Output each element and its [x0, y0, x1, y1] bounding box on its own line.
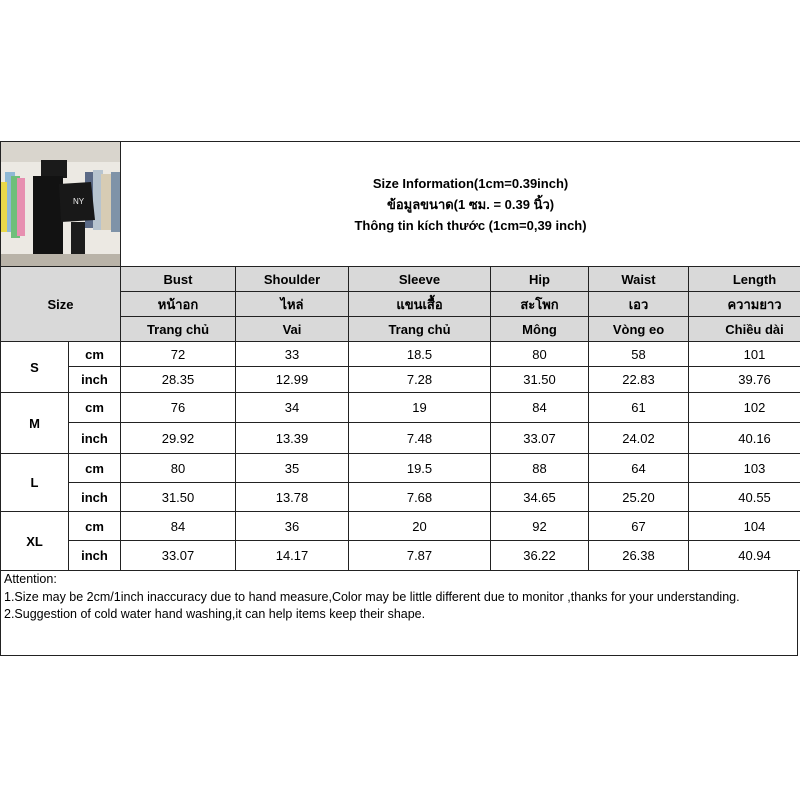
- cell-length: 101: [689, 342, 800, 367]
- cell-shoulder: 36: [236, 512, 349, 541]
- cell-sleeve: 20: [349, 512, 491, 541]
- cell-hip: 33.07: [491, 423, 589, 454]
- unit-cm: cm: [69, 454, 121, 483]
- cell-bust: 28.35: [121, 367, 236, 393]
- table-row: [1, 342, 800, 367]
- title-cell: [121, 142, 800, 267]
- cell-sleeve: 7.28: [349, 367, 491, 393]
- attention-line-2: 2.Suggestion of cold water hand washing,it can help items keep their shape.: [4, 607, 426, 621]
- cell-shoulder: 34: [236, 393, 349, 423]
- cell-length: 103: [689, 454, 800, 483]
- unit-inch: inch: [69, 367, 121, 393]
- col-header-shoulder-vietnamese: Vai: [236, 317, 349, 342]
- col-header-shoulder-thai: ไหล่: [236, 292, 349, 317]
- cell-shoulder: 33: [236, 342, 349, 367]
- cell-hip: 84: [491, 393, 589, 423]
- cell-bust: 31.50: [121, 483, 236, 512]
- cell-sleeve: 19.5: [349, 454, 491, 483]
- table-row: [1, 393, 800, 423]
- cell-shoulder: 35: [236, 454, 349, 483]
- cell-sleeve: 18.5: [349, 342, 491, 367]
- cell-bust: 80: [121, 454, 236, 483]
- cell-shoulder: 14.17: [236, 541, 349, 571]
- unit-cm: cm: [69, 342, 121, 367]
- col-header-bust-vietnamese: Trang chủ: [121, 317, 236, 342]
- table-row: [1, 454, 800, 483]
- col-header-hip: Hip: [491, 267, 589, 292]
- unit-cm: cm: [69, 512, 121, 541]
- cell-length: 40.55: [689, 483, 800, 512]
- col-header-waist: Waist: [589, 267, 689, 292]
- cell-hip: 92: [491, 512, 589, 541]
- cell-waist: 26.38: [589, 541, 689, 571]
- cell-length: 104: [689, 512, 800, 541]
- cell-waist: 64: [589, 454, 689, 483]
- cell-hip: 34.65: [491, 483, 589, 512]
- cell-length: 102: [689, 393, 800, 423]
- product-photo-cell: [1, 142, 121, 267]
- cell-hip: 80: [491, 342, 589, 367]
- attention-line-1: 1.Size may be 2cm/1inch inaccuracy due to hand measure,Color may be little different due to monitor ,thanks for your understanding.: [4, 589, 740, 604]
- table-row: [1, 367, 800, 393]
- col-header-bust: Bust: [121, 267, 236, 292]
- cell-shoulder: 12.99: [236, 367, 349, 393]
- col-header-hip-vietnamese: Mông: [491, 317, 589, 342]
- cell-sleeve: 7.87: [349, 541, 491, 571]
- title-thai: ข้อมูลขนาด(1 ซม. = 0.39 นิ้ว): [386, 196, 555, 212]
- unit-inch: inch: [69, 483, 121, 512]
- size-table: [0, 141, 800, 571]
- cell-hip: 31.50: [491, 367, 589, 393]
- attention-heading: Attention:: [4, 572, 57, 586]
- size-label-l: L: [1, 454, 69, 512]
- unit-inch: inch: [69, 423, 121, 454]
- product-photo-image: [1, 142, 121, 266]
- table-row: [1, 423, 800, 454]
- unit-inch: inch: [69, 541, 121, 571]
- cell-bust: 33.07: [121, 541, 236, 571]
- size-label-xl: XL: [1, 512, 69, 571]
- attention-notes: [0, 570, 798, 656]
- cell-bust: 29.92: [121, 423, 236, 454]
- cell-hip: 36.22: [491, 541, 589, 571]
- cell-waist: 67: [589, 512, 689, 541]
- col-header-hip-thai: สะโพก: [491, 292, 589, 317]
- cell-sleeve: 7.48: [349, 423, 491, 454]
- cell-shoulder: 13.39: [236, 423, 349, 454]
- cell-waist: 25.20: [589, 483, 689, 512]
- cell-sleeve: 19: [349, 393, 491, 423]
- table-row: [1, 512, 800, 541]
- cell-length: 40.94: [689, 541, 800, 571]
- cell-bust: 76: [121, 393, 236, 423]
- col-header-length-vietnamese: Chiều dài: [689, 317, 800, 342]
- col-header-length-thai: ความยาว: [689, 292, 800, 317]
- cell-waist: 24.02: [589, 423, 689, 454]
- unit-cm: cm: [69, 393, 121, 423]
- size-header: Size: [1, 267, 121, 342]
- cell-sleeve: 7.68: [349, 483, 491, 512]
- title-vietnamese: Thông tin kích thước (1cm=0,39 inch): [354, 217, 587, 233]
- size-label-s: S: [1, 342, 69, 393]
- col-header-waist-vietnamese: Vòng eo: [589, 317, 689, 342]
- product-photo: [1, 142, 121, 266]
- cell-hip: 88: [491, 454, 589, 483]
- col-header-bust-thai: หน้าอก: [121, 292, 236, 317]
- size-chart: [0, 141, 800, 658]
- title-english: Size Information(1cm=0.39inch): [372, 175, 569, 191]
- cell-length: 40.16: [689, 423, 800, 454]
- col-header-sleeve-vietnamese: Trang chủ: [349, 317, 491, 342]
- cell-waist: 61: [589, 393, 689, 423]
- table-row: [1, 541, 800, 571]
- cell-bust: 84: [121, 512, 236, 541]
- table-row: [1, 483, 800, 512]
- cell-bust: 72: [121, 342, 236, 367]
- cell-shoulder: 13.78: [236, 483, 349, 512]
- col-header-sleeve: Sleeve: [349, 267, 491, 292]
- cell-length: 39.76: [689, 367, 800, 393]
- size-label-m: M: [1, 393, 69, 454]
- svg-text:NY: NY: [73, 197, 85, 206]
- col-header-waist-thai: เอว: [589, 292, 689, 317]
- col-header-sleeve-thai: แขนเสื้อ: [349, 292, 491, 317]
- cell-waist: 58: [589, 342, 689, 367]
- col-header-shoulder: Shoulder: [236, 267, 349, 292]
- col-header-length: Length: [689, 267, 800, 292]
- cell-waist: 22.83: [589, 367, 689, 393]
